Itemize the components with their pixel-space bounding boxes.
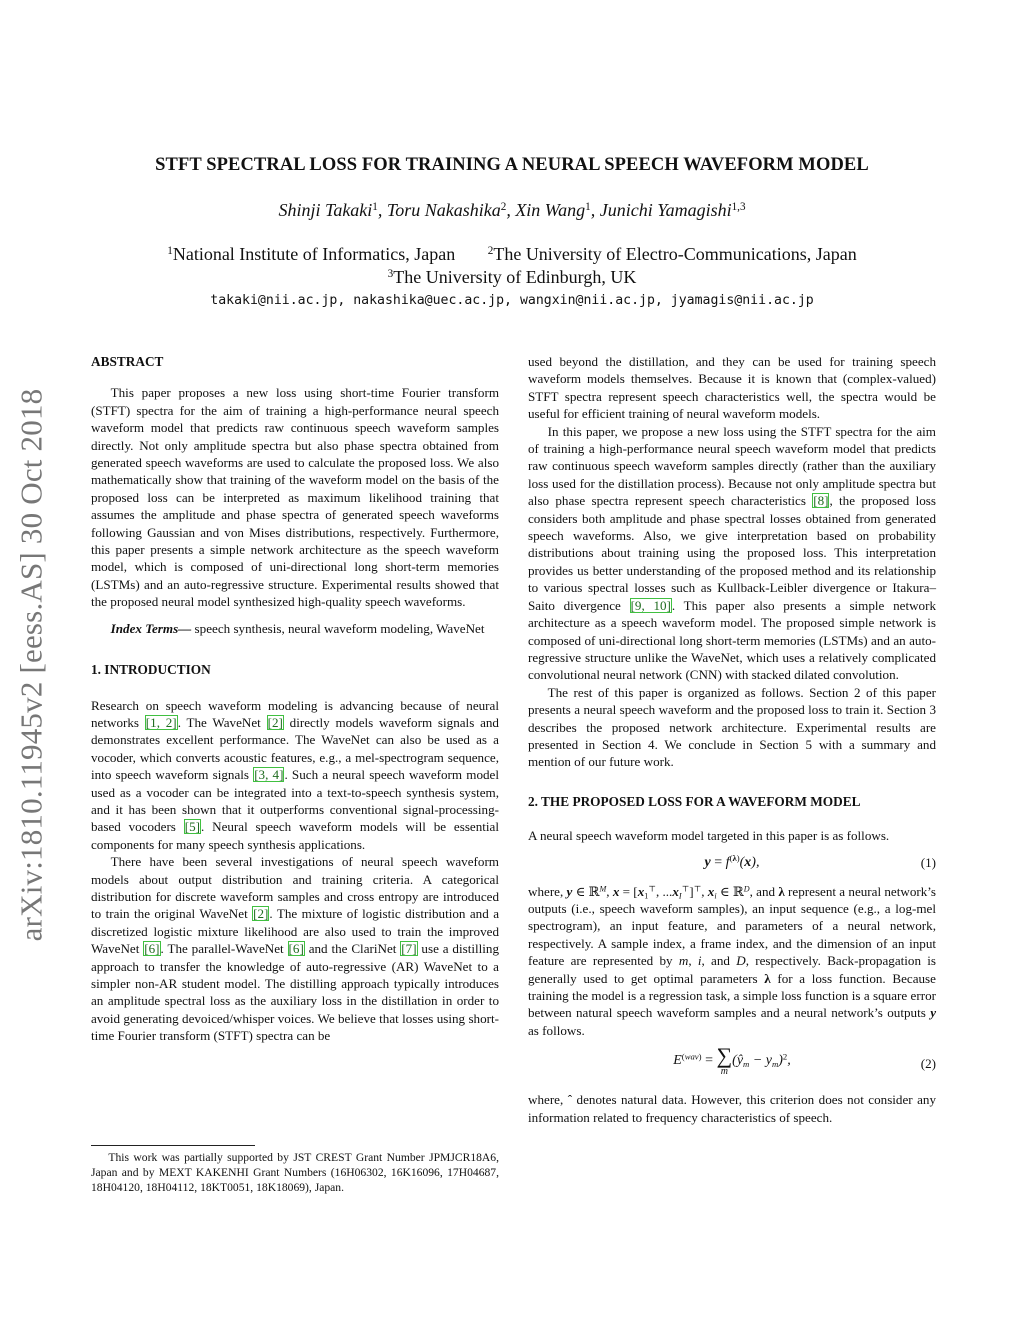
author: Junichi Yamagishi$^{1,3}$ [599,200,746,220]
section-1-heading: 1. INTRODUCTION [91,662,211,678]
equation-1-number: (1) [920,854,936,870]
paper-title: STFT SPECTRAL LOSS FOR TRAINING A NEURAL SPEECH WAVEFORM MODEL [155,155,869,175]
intro-paragraph-5: The rest of this paper is organized as follows. Section 2 of this paper presents a neural speech waveform and the proposed loss to train it. Section 3 describes the proposed network architecture. Experimental results are presented in Section 4. We conclude in Section 5 with a summary and mention of our future work. [528,684,936,770]
affiliations-line-2 [0,267,1024,288]
citation-link[interactable]: [2] [267,714,283,730]
intro-paragraph-2: There have been several investigations of neural speech waveform models about output distribution and training criteria. A categorical distribution for discrete waveform samples and cross entropy are introduced to train the original WaveNet [2]. The mixture of logistic distribution and a discretized logistic mixture likelihood are also used to train the improved WaveNet [6]. The parallel-WaveNet [6] and the ClariNet [7] use a distilling approach to transfer the knowledge of auto-regressive (AR) WaveNet to a simpler non-AR student model. The distilling approach typically introduces an amplitude spectral loss as the auxiliary loss in the distillation in order to avoid generating devoiced/whisper voices. We believe that losses using short-time Fourier transform (STFT) spectra can be [91,854,500,1044]
citation-link[interactable]: [1, 2] [145,714,177,730]
abstract-text: This paper proposes a new loss using short-time Fourier transform (STFT) spectra for the aim of training a high-performance neural speech waveform model that predicts raw continuous speech waveform samples directly. Not only amplitude spectra but also phase spectra obtained from generated speech waveforms are used to calculate the proposed loss. We also mathematically show that training of the waveform model on the basis of the proposed loss can be interpreted as maximum likelihood training that assumes the amplitude and phase spectra of generated speech waveforms following Gaussian and von Mises distributions, respectively. Furthermore, this paper presents a simple network architecture as the speech waveform model, which is composed of uni-directional long short-term memories (LSTMs) and an auto-regressive structure. Experimental results showed that the proposed neural model synthesized high-quality speech waveforms. [91,385,499,610]
equation-1 [528,851,936,877]
equation-2-body: $E^{(wav)}$ = ∑ m $(ŷ_m - y_m)^2$, [673,1043,791,1078]
left-column [91,353,499,1045]
abstract-heading: ABSTRACT [91,354,164,369]
equation-1-body: $y = f^{(\lambda)}(x)$, [704,852,760,870]
citation-link[interactable]: [5] [184,819,201,835]
citation-link[interactable]: [3, 4] [254,767,284,783]
author: Xin Wang$^1$, [515,200,600,220]
author-emails: takaki@nii.ac.jp, nakashika@uec.ac.jp, wangxin@nii.ac.jp, jyamagis@nii.ac.jp [210,293,814,308]
citation-link[interactable]: [8] [813,493,829,509]
index-terms: Index Terms— speech synthesis, neural waveform modeling, WaveNet [110,620,485,636]
section-2-paragraph-1: A neural speech waveform model targeted in this paper is as follows. [528,828,890,844]
affiliations-line-1 [0,244,1024,265]
author-list [0,200,1024,221]
author: Toru Nakashika$^2$, [386,200,516,220]
right-column [528,353,936,1126]
citation-link[interactable]: [2] [253,906,269,922]
citation-link[interactable]: [7] [401,941,417,957]
equation-2 [528,1045,936,1085]
equation-2-number: (2) [920,1056,936,1072]
citation-link[interactable]: [9, 10] [630,597,671,613]
affiliation: $^2$The University of Electro-Communications, Japan [487,244,857,264]
section-2-heading: 2. THE PROPOSED LOSS FOR A WAVEFORM MODEL [528,793,861,809]
section-2-paragraph-2: where, y ∈ ℝ$^M$, $x = [x_1^⊤$, $...x_I^⊤]^⊤$, $x_i$ ∈ ℝ$^D$, and λ represent a neural network’s outputs (i.e., speech waveform samples), an input sequence (e.g., a log-mel spectrogram), an input feature, and parameters of a neural network, respectively. A sample index, a frame index, and the dimension of an input feature are represented by m, i, and D, respectively. Back-propagation is generally used to get optimal parameters λ for a loss function. Because training the model is a regression task, a simple loss function is a square error between natural speech waveform samples and a neural network’s outputs y as follows. [528,883,937,1038]
intro-paragraph-4: In this paper, we propose a new loss using the STFT spectra for the aim of training a high-performance neural speech waveform model that predicts raw continuous speech waveform samples directly (rather than the auxiliary loss used for the distillation process). Because not only amplitude spectra but also phase spectra represent speech characteristics [8], the proposed loss considers both amplitude and phase spectral losses obtained from generated speech waveforms. Also, we give interpretation based on probability distributions about training using the proposed loss. This interpretation provides us better understanding of the proposed method and its relationship to various spectral losses such as Kullback-Leibler divergence or Itakura–Saito divergence [9, 10]. This paper also presents a simple network architecture as a speech waveform model. The proposed simple network is composed of uni-directional long short-term memories (LSTMs) and an auto-regressive structure unlike the WaveNet, which uses a relatively complicated convolutional neural network (CNN) with stacked dilated convolution. [528,423,936,683]
section-2-paragraph-3: where, ˆ denotes natural data. However, this criterion does not consider any information related to frequency characteristics of speech. [528,1092,936,1125]
author: Shinji Takaki$^1$, [278,200,387,220]
affiliation: $^1$National Institute of Informatics, Japan [167,244,456,264]
intro-paragraph-1: Research on speech waveform modeling is advancing because of neural networks [1, 2]. The WaveNet [2] directly models waveform signals and demonstrates excellent performance. The WaveNet can also be used as a vocoder, which converts acoustic features, e.g., a mel-spectrogram sequence, into speech waveform signals [3, 4]. Such a neural speech waveform model used as a vocoder can be integrated into a text-to-speech synthesis system, and it has been shown that it outperforms conventional signal-processing-based vocoders [5]. Neural speech waveform models will be essential components for many speech synthesis applications. [91,697,499,852]
footnote: This work was partially supported by JST CREST Grant Number JPMJCR18A6, Japan and by MEXT KAKENHI Grant Numbers (16H06302, 16K16096, 17H04687, 18H04120, 18H04112, 18KT0051, 18K18069), Japan. [91,1151,499,1195]
arxiv-watermark: arXiv:1810.11945v2 [eess.AS] 30 Oct 2018 [13,388,49,942]
citation-link[interactable]: [6] [288,941,304,957]
footnote-rule [91,1145,255,1146]
intro-paragraph-3: used beyond the distillation, and they can be used for training speech waveform models themselves. Because it is known that (complex-valued) STFT spectra represent speech characteristics well, the spectra would be useful for efficient training of neural waveform models. [528,354,936,422]
affiliation: $^3$The University of Edinburgh, UK [387,267,637,287]
citation-link[interactable]: [6] [144,941,160,957]
